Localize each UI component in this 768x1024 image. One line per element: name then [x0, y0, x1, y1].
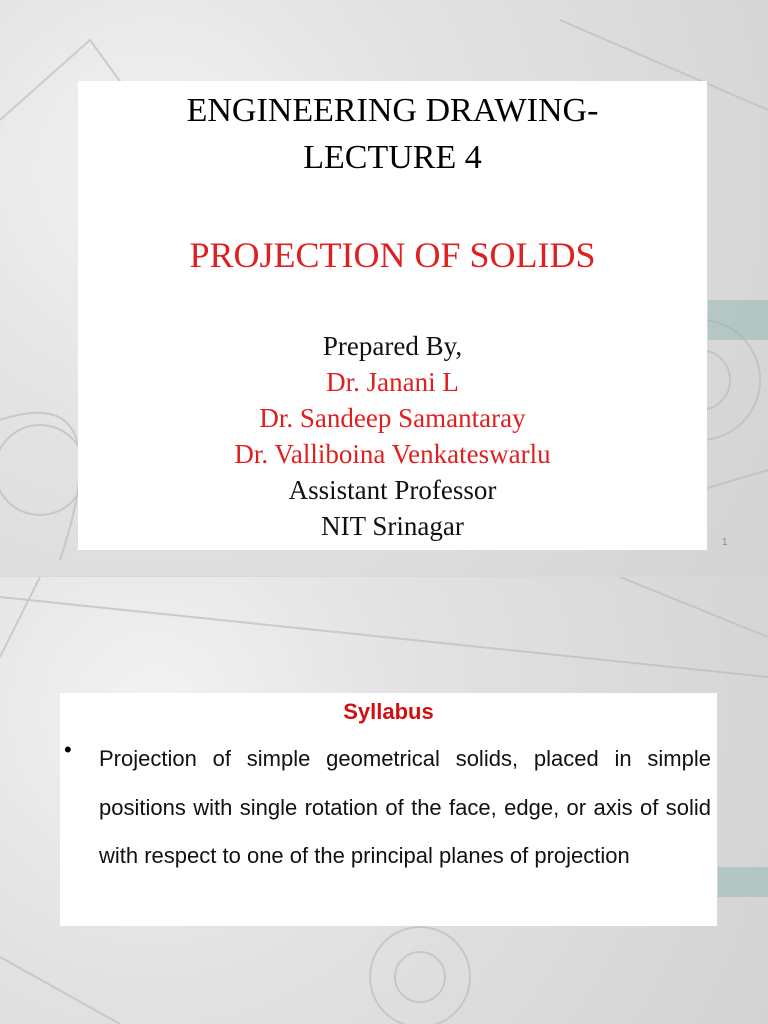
designation-text: Assistant Professor — [288, 475, 497, 505]
author-name: Dr. Sandeep Samantaray — [259, 403, 526, 433]
syllabus-card — [60, 693, 717, 926]
prepared-by-label: Prepared By, — [322, 331, 463, 361]
syllabus-bullet-text: Projection of simple geometrical solids, placed in simple positions with single rotation of the face, edge, or axis of solid with respect to one of the principal planes of projection — [99, 746, 711, 868]
topic-subtitle: PROJECTION OF SOLIDS — [189, 235, 596, 275]
lecture-title-line2: LECTURE 4 — [303, 139, 482, 176]
author-name: Dr. Valliboina Venkateswarlu — [234, 439, 551, 469]
bullet-icon: • — [64, 737, 72, 762]
institute-text: NIT Srinagar — [321, 511, 464, 541]
author-name: Dr. Janani L — [326, 367, 459, 397]
lecture-title-line1: ENGINEERING DRAWING- — [186, 92, 599, 129]
title-card — [78, 81, 707, 550]
slide-page-number: 1 — [722, 537, 728, 548]
syllabus-slide — [0, 577, 768, 1024]
syllabus-heading: Syllabus — [343, 699, 434, 724]
